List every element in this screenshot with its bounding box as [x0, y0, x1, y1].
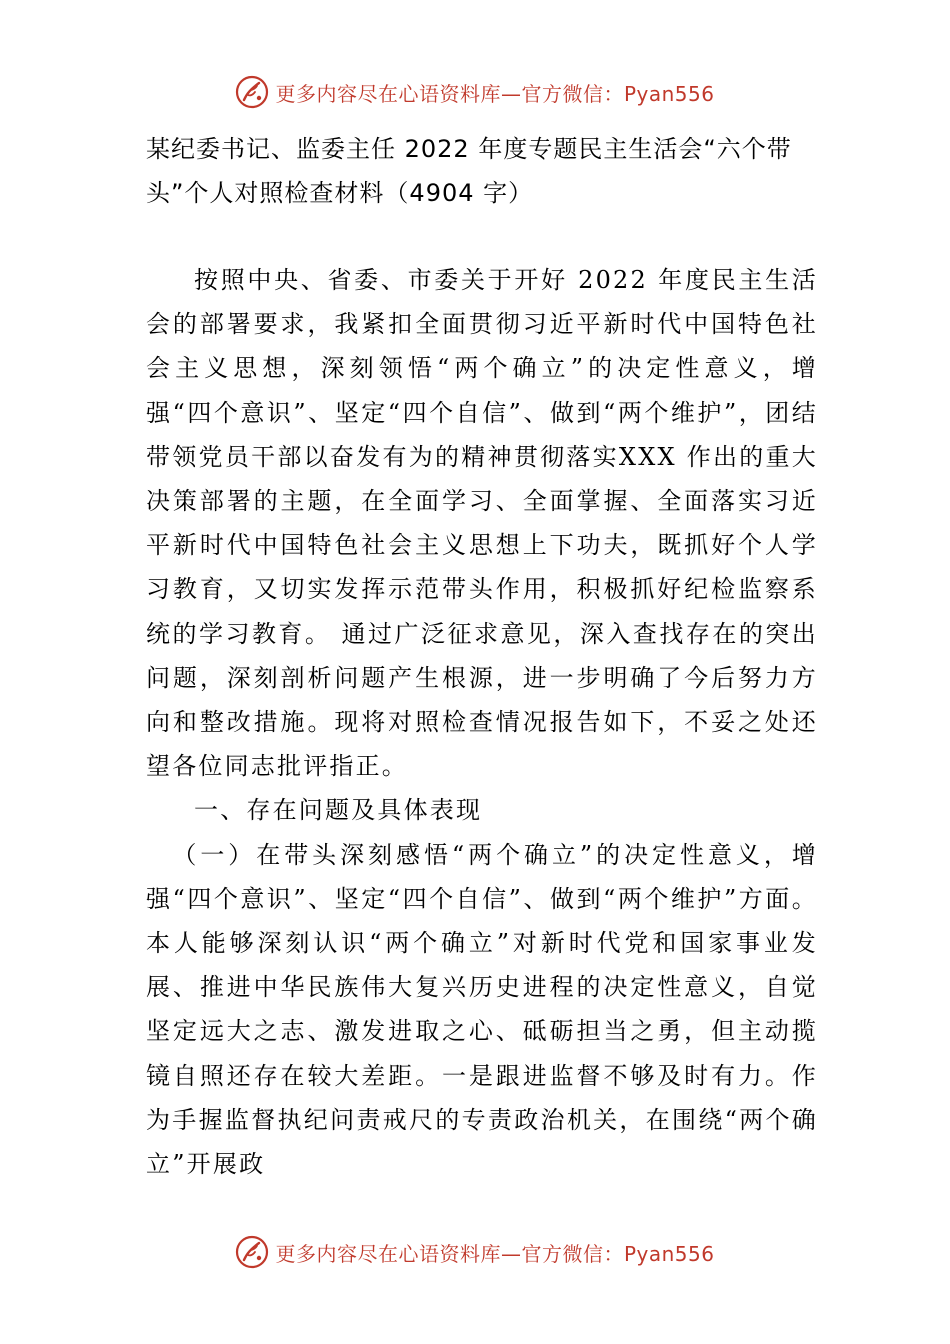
section-heading: 一、存在问题及具体表现: [194, 796, 483, 825]
document-body: [146, 258, 818, 1186]
paragraph-section-1: （一）在带头深刻感悟“两个确立”的决定性意义，增强“四个意识”、坚定“四个自信”、做到“两个维护”方面。本人能够深刻认识“两个确立”对新时代党和国家事业发展、推进中华民族伟大复兴历史进程的决定性意义，自觉坚定远大之志、激发进取之心、砥砺担当之勇，但主动揽镜自照还存在较大差距。一是跟进监督不够及时有力。作为手握监督执纪问责戒尺的专责政治机关，在围绕“两个确立”开展政: [146, 840, 818, 1179]
watermark-text: 更多内容尽在心语资料库—官方微信：Pyan556: [275, 1241, 715, 1266]
document-title: 某纪委书记、监委主任 2022 年度专题民主生活会“六个带头”个人对照检查材料（4904 字）: [146, 135, 792, 207]
tree-brush-logo-icon: [235, 1235, 269, 1269]
watermark-footer: [0, 1232, 950, 1272]
watermark-header: [0, 72, 950, 112]
paragraph-intro: 按照中央、省委、市委关于开好 2022 年度民主生活会的部署要求，我紧扣全面贯彻习近平新时代中国特色社会主义思想，深刻领悟“两个确立”的决定性意义，增强“四个意识”、坚定“四个自信”、做到“两个维护”，团结带领党员干部以奋发有为的精神贯彻落实XXX 作出的重大决策部署的主题，在全面学习、全面掌握、全面落实习近平新时代中国特色社会主义思想上下功夫，既抓好个人学习教育，又切实发挥示范带头作用，积极抓好纪检监察系统的学习教育。 通过广泛征求意见，深入查找存在的突出问题，深刻剖析问题产生根源，进一步明确了今后努力方向和整改措施。现将对照检查情况报告如下，不妥之处还望各位同志批评指正。: [146, 266, 818, 781]
tree-brush-logo-icon: [235, 75, 269, 109]
watermark-text: 更多内容尽在心语资料库—官方微信：Pyan556: [275, 81, 715, 106]
